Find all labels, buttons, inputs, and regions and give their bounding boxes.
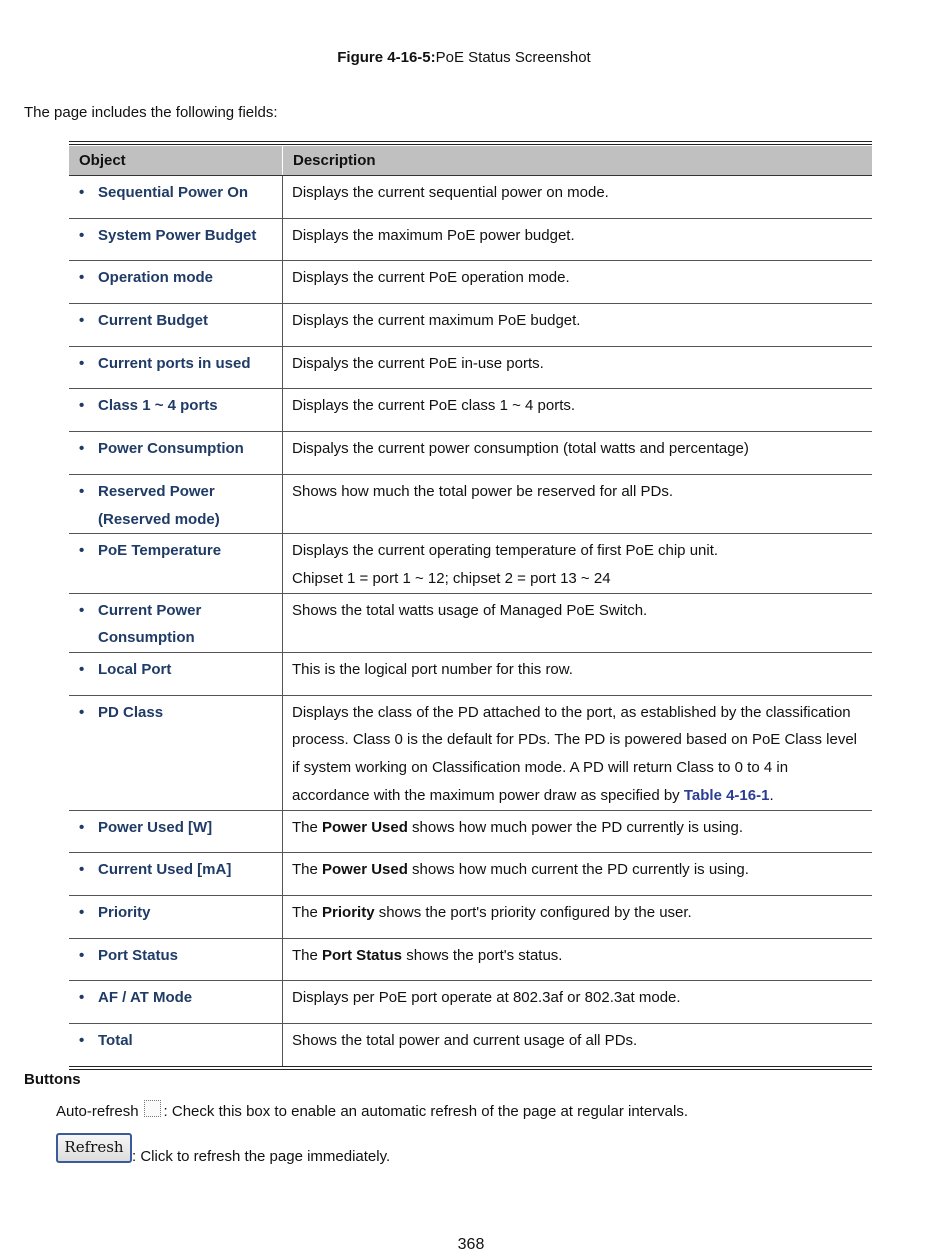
object-name: Current Budget <box>98 312 208 330</box>
object-name: Port Status <box>98 946 179 964</box>
object-name: Total <box>98 1031 133 1049</box>
auto-refresh-line <box>56 1100 688 1120</box>
table-row <box>69 810 872 853</box>
description-cell: Displays the current maximum PoE budget. <box>283 304 873 347</box>
description-cell: This is the logical port number for this row. <box>283 653 873 696</box>
table-row <box>69 938 872 981</box>
table-row <box>69 474 872 533</box>
table-row <box>69 261 872 304</box>
table-row <box>69 1023 872 1065</box>
bullet-icon: • <box>79 861 85 879</box>
description-cell: Dispalys the current power consumption (total watts and percentage) <box>283 432 873 475</box>
object-cell <box>69 653 283 696</box>
table-row <box>69 895 872 938</box>
bullet-icon: • <box>79 989 85 1007</box>
object-cell <box>69 534 283 593</box>
object-name: Current ports in used <box>98 354 251 372</box>
bullet-icon: • <box>79 542 85 560</box>
description-suffix: shows the port's priority configured by the user. <box>374 903 692 921</box>
bullet-icon: • <box>79 903 85 921</box>
description-bold: Power Used <box>322 818 408 836</box>
object-cell <box>69 176 283 219</box>
bullet-icon: • <box>79 482 85 500</box>
table-row <box>69 534 872 593</box>
auto-refresh-checkbox[interactable] <box>144 1100 161 1117</box>
object-cell <box>69 304 283 347</box>
table-row <box>69 593 872 652</box>
table-row <box>69 695 872 810</box>
bullet-icon: • <box>79 818 85 836</box>
description-cell <box>283 810 873 853</box>
object-name: Current Used [mA] <box>98 861 232 879</box>
object-name: PD Class <box>98 703 164 721</box>
refresh-line <box>56 1133 390 1165</box>
object-cell <box>69 346 283 389</box>
table-row <box>69 218 872 261</box>
bullet-icon: • <box>79 1031 85 1049</box>
object-cell <box>69 593 283 652</box>
description-end: . <box>769 786 774 804</box>
object-name: Power Consumption <box>98 440 244 458</box>
description-cell: Displays per PoE port operate at 802.3af or 802.3at mode. <box>283 981 873 1024</box>
description-line: Displays the current operating temperature of first PoE chip unit. <box>292 542 719 560</box>
table-row <box>69 653 872 696</box>
figure-label: Figure 4-16-5: <box>337 49 436 66</box>
buttons-heading: Buttons <box>24 1071 81 1088</box>
table-row <box>69 176 872 219</box>
bullet-icon: • <box>79 226 85 244</box>
refresh-description: : Click to refresh the page immediately. <box>132 1147 391 1165</box>
figure-title: PoE Status Screenshot <box>435 49 591 66</box>
table-row <box>69 389 872 432</box>
description-cell: Shows how much the total power be reserved for all PDs. <box>283 474 873 533</box>
bullet-icon: • <box>79 312 85 330</box>
auto-refresh-description: : Check this box to enable an automatic refresh of the page at regular intervals. <box>163 1103 689 1120</box>
description-cell <box>283 938 873 981</box>
bullet-icon: • <box>79 269 85 287</box>
header-description: Description <box>283 146 873 176</box>
bullet-icon: • <box>79 661 85 679</box>
description-cell: Displays the maximum PoE power budget. <box>283 218 873 261</box>
bullet-icon: • <box>79 184 85 201</box>
object-name: Class 1 ~ 4 ports <box>98 397 218 415</box>
object-cell <box>69 389 283 432</box>
object-cell <box>69 474 283 533</box>
description-cell: Dispalys the current PoE in-use ports. <box>283 346 873 389</box>
fields-table <box>69 146 872 1066</box>
object-name: Priority <box>98 903 151 921</box>
table-row <box>69 853 872 896</box>
description-bold: Port Status <box>322 946 403 964</box>
description-cell: Shows the total power and current usage of all PDs. <box>292 1031 638 1049</box>
bullet-icon: • <box>79 601 85 619</box>
table-row <box>69 432 872 475</box>
object-name: PoE Temperature <box>98 542 222 560</box>
bullet-icon: • <box>79 946 85 964</box>
bullet-icon: • <box>79 397 85 415</box>
object-cell <box>69 981 283 1024</box>
bullet-icon: • <box>79 440 85 458</box>
table-row <box>69 981 872 1024</box>
object-name-line2: (Reserved mode) <box>98 510 220 528</box>
description-prefix: The <box>292 903 323 921</box>
figure-caption <box>0 49 928 66</box>
description-cell <box>283 534 873 593</box>
description-suffix: shows how much current the PD currently is using. <box>407 861 749 879</box>
object-name: Reserved Power <box>98 482 215 500</box>
description-prefix: The <box>292 861 323 879</box>
description-bold: Power Used <box>322 861 408 879</box>
object-cell <box>69 432 283 475</box>
object-name: Operation mode <box>98 269 214 287</box>
bullet-icon: • <box>79 354 85 372</box>
table-reference-link[interactable]: Table 4-16-1 <box>683 786 770 804</box>
object-cell <box>69 218 283 261</box>
object-name: AF / AT Mode <box>98 989 193 1007</box>
refresh-button[interactable]: Refresh <box>56 1133 132 1163</box>
object-name: Current Power <box>98 601 202 619</box>
description-cell: Displays the current sequential power on mode. <box>283 176 873 219</box>
object-cell <box>69 938 283 981</box>
object-name: Local Port <box>98 661 172 679</box>
object-name: Power Used [W] <box>98 818 213 836</box>
description-prefix: The <box>292 946 323 964</box>
intro-text: The page includes the following fields: <box>24 104 278 121</box>
description-cell <box>283 895 873 938</box>
page-number: 368 <box>457 1236 485 1253</box>
fields-table-container <box>69 141 872 1070</box>
object-name: Sequential Power On <box>98 184 249 201</box>
description-line: Chipset 1 = port 1 ~ 12; chipset 2 = port 13 ~ 24 <box>292 569 611 587</box>
object-cell <box>69 810 283 853</box>
description-cell: Shows the total watts usage of Managed PoE Switch. <box>283 593 873 652</box>
description-suffix: shows the port's status. <box>402 946 563 964</box>
description-cell: Displays the current PoE class 1 ~ 4 ports. <box>283 389 873 432</box>
object-name: System Power Budget <box>98 226 257 244</box>
table-row <box>69 304 872 347</box>
object-cell <box>69 1023 283 1065</box>
object-name-line2: Consumption <box>98 629 195 647</box>
description-cell <box>283 695 873 810</box>
table-header-row <box>69 146 872 176</box>
object-cell <box>69 695 283 810</box>
object-cell <box>69 895 283 938</box>
auto-refresh-label: Auto-refresh <box>56 1103 139 1120</box>
description-cell <box>283 853 873 896</box>
description-suffix: shows how much power the PD currently is using. <box>407 818 744 836</box>
description-cell: Displays the current PoE operation mode. <box>283 261 873 304</box>
object-cell <box>69 853 283 896</box>
description-bold: Priority <box>322 903 375 921</box>
description-prefix: The <box>292 818 323 836</box>
bullet-icon: • <box>79 703 85 721</box>
header-object: Object <box>69 146 283 176</box>
table-row <box>69 346 872 389</box>
description-text: Displays the class of the PD attached to the port, as established by the classification process. Class 0 is the default for PDs. The PD is powered based on PoE Class level if system working on Classification mode. A PD will return Class to 0 to 4 in accordance with the maximum power draw as specified by <box>292 703 857 804</box>
object-cell <box>69 261 283 304</box>
